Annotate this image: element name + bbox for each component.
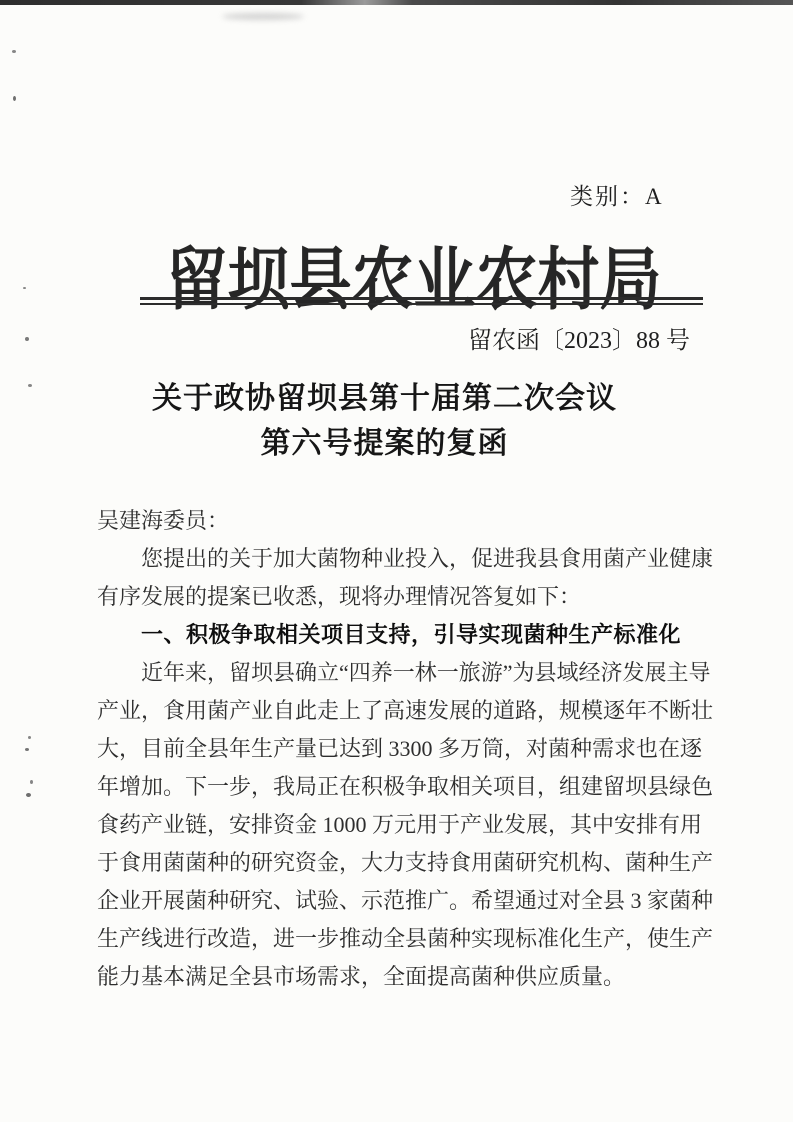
body-line: 生产线进行改造，进一步推动全县菌种实现标准化生产，使生产 [97,926,714,951]
scan-speck [30,780,33,784]
scan-speck [12,50,16,53]
body-line: 产业，食用菌产业自此走上了高速发展的道路，规模逐年不断壮 [97,698,714,723]
body-line: 吴建海委员： [97,508,230,533]
scan-speck [26,793,31,797]
document-title [0,376,781,466]
body-line: 近年来，留坝县确立“四养一林一旅游”为县域经济发展主导 [141,660,711,685]
document-title-line2: 第六号提案的复函 [260,427,509,460]
letter-body [97,502,717,996]
body-line: 您提出的关于加大菌物种业投入，促进我县食用菌产业健康 [141,546,714,571]
scan-speck [28,736,31,739]
body-line: 食药产业链，安排资金 1000 万元用于产业发展，其中安排有用 [97,812,703,837]
category-label: 类别：A [570,184,664,209]
body-line: 能力基本满足全县市场需求，全面提高菌种供应质量。 [97,964,626,989]
scan-speck [25,748,29,751]
body-line: 于食用菌菌种的研究资金，大力支持食用菌研究机构、菌种生产 [97,850,714,875]
letterhead-divider [140,297,703,305]
scan-edge-artifact [0,0,793,5]
document-title-line1: 关于政协留坝县第十届第二次会议 [152,382,617,415]
body-line: 企业开展菌种研究、试验、示范推广。希望通过对全县 3 家菌种 [97,888,714,913]
scan-smudge [222,13,304,20]
document-number: 留农函〔2023〕88 号 [468,328,690,354]
scan-speck [13,96,16,101]
agency-letterhead-title: 留坝县农业农村局 [165,243,662,319]
scan-speck [25,337,29,341]
section-heading: 一、积极争取相关项目支持，引导实现菌种生产标准化 [141,622,682,647]
body-line: 有序发展的提案已收悉，现将办理情况答复如下： [97,584,582,609]
body-line: 大，目前全县年生产量已达到 3300 多万筒，对菌种需求也在逐 [97,736,703,761]
body-line: 年增加。下一步，我局正在积极争取相关项目，组建留坝县绿色 [97,774,714,799]
